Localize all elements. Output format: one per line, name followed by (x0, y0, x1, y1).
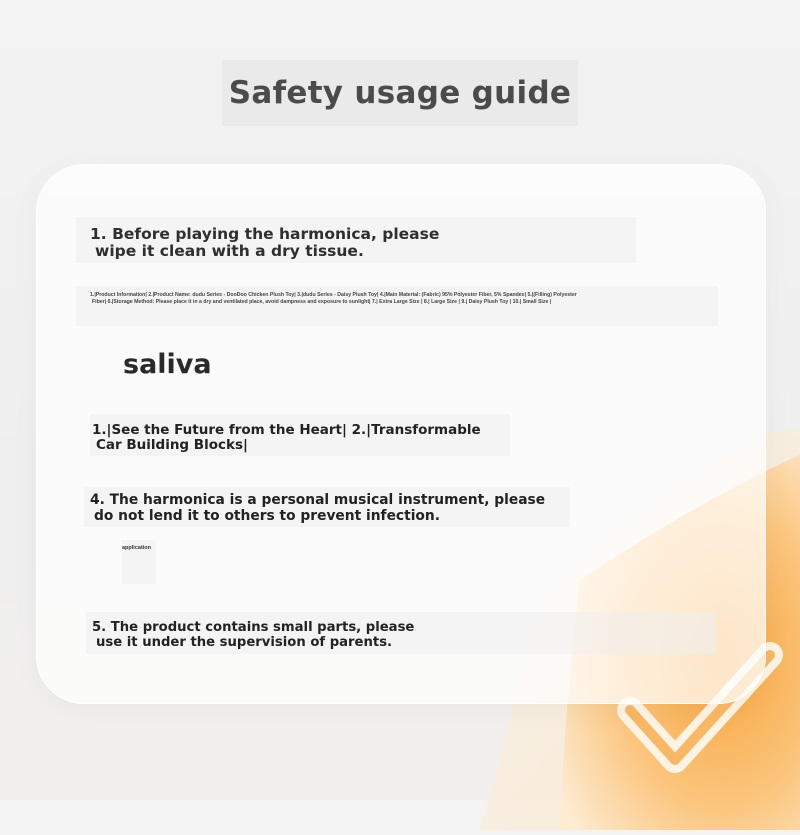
guide-item-4 (90, 493, 545, 524)
guide-item-5 (92, 621, 414, 650)
fine-print-line2: Fiber| 6.|Storage Method: Please place it in a dry and ventilated place, avoid dampness and exposure to sunlight| 7.| Extra Large Size | 8.| Large Size | 9.| Daisy Plush Toy | 10.| Small Size | (92, 298, 552, 305)
guide-item-3 (92, 423, 481, 452)
guide-item-3-line1: 1.|See the Future from the Heart| 2.|Transformable (92, 422, 481, 438)
product-fine-print (90, 292, 577, 305)
guide-item-1 (90, 226, 439, 260)
guide-item-4-line2: do not lend it to others to prevent infection. (94, 507, 440, 524)
guide-item-4-line1: 4. The harmonica is a personal musical instrument, please (90, 492, 546, 508)
guide-item-1-line1: 1. Before playing the harmonica, please (90, 225, 440, 243)
guide-item-5-line1: 5. The product contains small parts, please (92, 620, 415, 635)
page-title: Safety usage guide (228, 75, 572, 111)
guide-item-1-line2: wipe it clean with a dry tissue. (95, 242, 364, 260)
application-label: application (122, 545, 152, 551)
guide-item-5-line2: use it under the supervision of parents. (96, 634, 393, 650)
saliva-label: saliva (123, 349, 212, 380)
fine-print-line1: 1.|Product Information| 2.|Product Name: dudu Series - DooDoo Chicken Plush Toy| 3.|dudu Series - Daisy Plush Toy| 4.|Main Material: (Fabric) 95% Polyester Fiber, 5% Spandex| 5.|(Filling) Polyester (90, 292, 577, 298)
title-bar (222, 60, 578, 126)
guide-item-3-line2: Car Building Blocks| (96, 436, 248, 453)
